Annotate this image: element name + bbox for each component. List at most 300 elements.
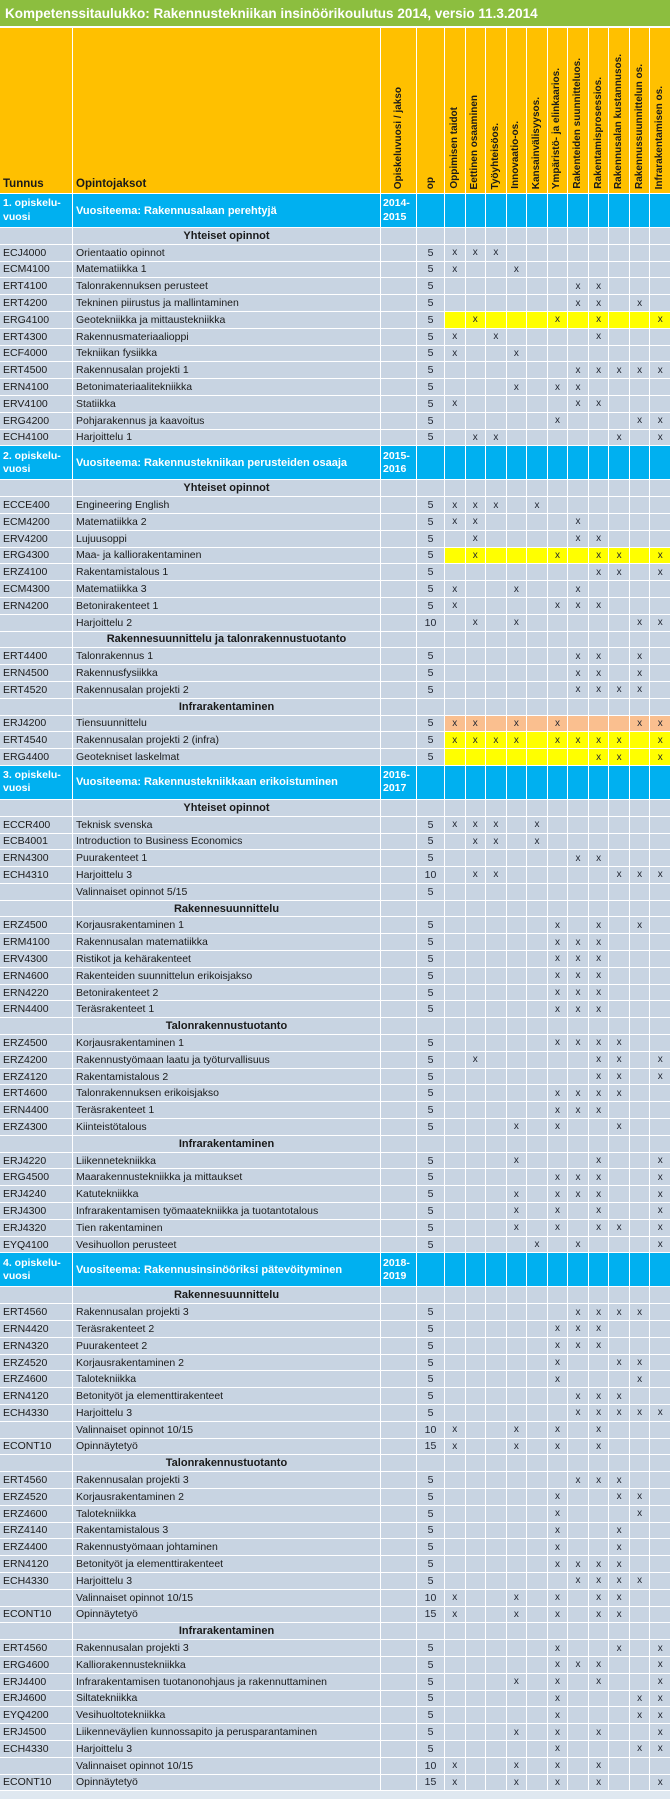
- mark-cell: [486, 346, 506, 362]
- mark-cell: [630, 1523, 650, 1539]
- mark-cell: [466, 884, 486, 900]
- mark-cell: [527, 1355, 547, 1371]
- tunnus-cell: [0, 1590, 72, 1606]
- mark-cell: [568, 1119, 588, 1135]
- section-row: [0, 1136, 670, 1152]
- vuosi-cell: [381, 1506, 416, 1522]
- name-cell: Tekninen piirustus ja mallintaminen: [73, 295, 380, 311]
- vuosi-cell: [381, 228, 416, 244]
- mark-cell: [445, 1338, 465, 1354]
- mark-cell: [486, 800, 506, 816]
- mark-cell: [486, 1623, 506, 1639]
- mark-cell: [650, 262, 670, 278]
- mark-cell: [507, 278, 527, 294]
- mark-cell: [609, 834, 629, 850]
- mark-cell: [548, 194, 568, 227]
- vuosi-cell: [381, 1489, 416, 1505]
- mark-cell: [507, 514, 527, 530]
- mark-cell: [507, 1556, 527, 1572]
- mark-cell: x: [568, 1035, 588, 1051]
- op-cell: 5: [417, 850, 444, 866]
- op-cell: 5: [417, 1573, 444, 1589]
- mark-cell: [486, 1102, 506, 1118]
- op-cell: 5: [417, 1489, 444, 1505]
- mark-cell: [609, 413, 629, 429]
- name-cell: Betonityöt ja elementtirakenteet: [73, 1556, 380, 1572]
- vuosi-cell: [381, 1674, 416, 1690]
- tunnus-cell: ECH4100: [0, 430, 72, 446]
- mark-cell: x: [630, 1304, 650, 1320]
- name-cell: Teräsrakenteet 2: [73, 1321, 380, 1337]
- mark-cell: [630, 514, 650, 530]
- mark-cell: x: [568, 1085, 588, 1101]
- name-cell: Rakennusalan projekti 2: [73, 682, 380, 698]
- mark-cell: [650, 531, 670, 547]
- mark-cell: [527, 699, 547, 715]
- mark-cell: [507, 1338, 527, 1354]
- mark-cell: [486, 1674, 506, 1690]
- mark-cell: [609, 1439, 629, 1455]
- mark-cell: [630, 1338, 650, 1354]
- col-header-competency-label: Työyhteisöos.: [489, 122, 501, 189]
- mark-cell: [548, 800, 568, 816]
- course-row: [0, 1220, 670, 1236]
- mark-cell: [548, 430, 568, 446]
- mark-cell: [609, 817, 629, 833]
- mark-cell: [568, 1136, 588, 1152]
- tunnus-cell: ERZ4500: [0, 917, 72, 933]
- vuosi-cell: 2014-2015: [381, 194, 416, 227]
- mark-cell: [630, 228, 650, 244]
- tunnus-cell: ERJ4600: [0, 1691, 72, 1707]
- mark-cell: x: [507, 262, 527, 278]
- mark-cell: [486, 1153, 506, 1169]
- mark-cell: [507, 1102, 527, 1118]
- section-row: [0, 1623, 670, 1639]
- mark-cell: [650, 598, 670, 614]
- op-cell: 5: [417, 379, 444, 395]
- col-header-competency-11: [650, 28, 670, 193]
- mark-cell: x: [486, 834, 506, 850]
- mark-cell: x: [650, 1186, 670, 1202]
- mark-cell: [466, 850, 486, 866]
- mark-cell: [548, 295, 568, 311]
- mark-cell: [466, 1741, 486, 1757]
- name-cell: Liikenneväylien kunnossapito ja perusparantaminen: [73, 1724, 380, 1740]
- name-cell: Harjoittelu 1: [73, 430, 380, 446]
- course-row: [0, 1338, 670, 1354]
- vuosi-cell: [381, 581, 416, 597]
- mark-cell: [568, 1355, 588, 1371]
- op-cell: 5: [417, 1169, 444, 1185]
- tunnus-cell: [0, 632, 72, 648]
- mark-cell: x: [609, 362, 629, 378]
- mark-cell: [466, 682, 486, 698]
- mark-cell: [650, 917, 670, 933]
- mark-cell: [609, 1169, 629, 1185]
- mark-cell: x: [445, 329, 465, 345]
- mark-cell: [507, 194, 527, 227]
- mark-cell: [486, 1523, 506, 1539]
- course-row: [0, 1001, 670, 1017]
- mark-cell: [589, 1539, 609, 1555]
- mark-cell: [630, 278, 650, 294]
- mark-cell: x: [548, 1506, 568, 1522]
- mark-cell: [527, 1001, 547, 1017]
- op-cell: 5: [417, 884, 444, 900]
- mark-cell: [466, 1338, 486, 1354]
- name-cell: Rakennusalan projekti 3: [73, 1472, 380, 1488]
- tunnus-cell: ECH4310: [0, 867, 72, 883]
- mark-cell: [466, 1556, 486, 1572]
- mark-cell: [486, 1136, 506, 1152]
- mark-cell: [507, 800, 527, 816]
- mark-cell: [466, 1674, 486, 1690]
- mark-cell: [630, 1455, 650, 1471]
- mark-cell: [568, 430, 588, 446]
- mark-cell: [589, 1119, 609, 1135]
- mark-cell: [527, 1203, 547, 1219]
- mark-cell: [445, 934, 465, 950]
- name-cell: Rakennesuunnittelu ja talonrakennustuotanto: [73, 632, 380, 648]
- mark-cell: [568, 1539, 588, 1555]
- mark-cell: [466, 446, 486, 479]
- mark-cell: [486, 194, 506, 227]
- mark-cell: x: [589, 951, 609, 967]
- tunnus-cell: 1. opiskelu-vuosi: [0, 194, 72, 227]
- mark-cell: [486, 917, 506, 933]
- mark-cell: [650, 1489, 670, 1505]
- mark-cell: x: [589, 1203, 609, 1219]
- mark-cell: [630, 1001, 650, 1017]
- mark-cell: [630, 632, 650, 648]
- course-row: [0, 1069, 670, 1085]
- mark-cell: x: [466, 430, 486, 446]
- mark-cell: [486, 1724, 506, 1740]
- mark-cell: [466, 1623, 486, 1639]
- name-cell: Rakennusalan matematiikka: [73, 934, 380, 950]
- course-row: [0, 1102, 670, 1118]
- mark-cell: [466, 1371, 486, 1387]
- tunnus-cell: ERV4100: [0, 396, 72, 412]
- mark-cell: [630, 548, 650, 564]
- mark-cell: x: [466, 312, 486, 328]
- mark-cell: [445, 1018, 465, 1034]
- mark-cell: [486, 1455, 506, 1471]
- mark-cell: [548, 1253, 568, 1286]
- mark-cell: [466, 1102, 486, 1118]
- mark-cell: [445, 362, 465, 378]
- mark-cell: [445, 1489, 465, 1505]
- name-cell: Geotekniikka ja mittaustekniikka: [73, 312, 380, 328]
- vuosi-cell: [381, 1523, 416, 1539]
- mark-cell: [445, 665, 465, 681]
- mark-cell: x: [548, 1001, 568, 1017]
- mark-cell: [527, 682, 547, 698]
- mark-cell: [609, 665, 629, 681]
- mark-cell: x: [548, 1674, 568, 1690]
- op-cell: 5: [417, 1674, 444, 1690]
- mark-cell: x: [507, 1607, 527, 1623]
- tunnus-cell: EYQ4100: [0, 1237, 72, 1253]
- mark-cell: [630, 1220, 650, 1236]
- year-row: [0, 194, 670, 227]
- mark-cell: x: [650, 1405, 670, 1421]
- mark-cell: [507, 362, 527, 378]
- op-cell: 5: [417, 1741, 444, 1757]
- mark-cell: [527, 951, 547, 967]
- mark-cell: [650, 497, 670, 513]
- mark-cell: [650, 379, 670, 395]
- course-row: [0, 1707, 670, 1723]
- mark-cell: [568, 1707, 588, 1723]
- mark-cell: [527, 648, 547, 664]
- mark-cell: [527, 1388, 547, 1404]
- mark-cell: [650, 665, 670, 681]
- mark-cell: [486, 699, 506, 715]
- mark-cell: x: [609, 1539, 629, 1555]
- op-cell: 5: [417, 312, 444, 328]
- mark-cell: [507, 917, 527, 933]
- mark-cell: [507, 749, 527, 765]
- mark-cell: [650, 1119, 670, 1135]
- mark-cell: x: [589, 1573, 609, 1589]
- tunnus-cell: ERN4120: [0, 1388, 72, 1404]
- mark-cell: [548, 564, 568, 580]
- mark-cell: [486, 548, 506, 564]
- op-cell: 15: [417, 1439, 444, 1455]
- mark-cell: [466, 1018, 486, 1034]
- mark-cell: [507, 1237, 527, 1253]
- mark-cell: x: [589, 985, 609, 1001]
- mark-cell: [466, 295, 486, 311]
- tunnus-cell: [0, 615, 72, 631]
- mark-cell: x: [445, 1422, 465, 1438]
- mark-cell: [527, 346, 547, 362]
- mark-cell: x: [568, 1388, 588, 1404]
- name-cell: Rakenteiden suunnittelun erikoisjakso: [73, 968, 380, 984]
- mark-cell: [445, 1069, 465, 1085]
- mark-cell: [589, 800, 609, 816]
- mark-cell: [466, 1119, 486, 1135]
- mark-cell: [466, 346, 486, 362]
- mark-cell: x: [589, 396, 609, 412]
- mark-cell: x: [486, 430, 506, 446]
- mark-cell: [589, 346, 609, 362]
- tunnus-cell: ERT4540: [0, 732, 72, 748]
- mark-cell: [548, 1287, 568, 1303]
- mark-cell: x: [568, 1001, 588, 1017]
- mark-cell: [609, 716, 629, 732]
- vuosi-cell: [381, 1018, 416, 1034]
- vuosi-cell: [381, 514, 416, 530]
- course-row: [0, 1539, 670, 1555]
- mark-cell: x: [609, 1590, 629, 1606]
- mark-cell: [630, 985, 650, 1001]
- mark-cell: [527, 312, 547, 328]
- mark-cell: [486, 884, 506, 900]
- mark-cell: [609, 346, 629, 362]
- mark-cell: [527, 430, 547, 446]
- mark-cell: [650, 1085, 670, 1101]
- mark-cell: [650, 1001, 670, 1017]
- mark-cell: [650, 800, 670, 816]
- mark-cell: [630, 598, 650, 614]
- mark-cell: [466, 1169, 486, 1185]
- mark-cell: [589, 699, 609, 715]
- mark-cell: x: [507, 1724, 527, 1740]
- name-cell: Opinnäytetyö: [73, 1607, 380, 1623]
- mark-cell: x: [568, 1338, 588, 1354]
- course-row: [0, 430, 670, 446]
- col-header-tunnus: Tunnus: [0, 28, 72, 193]
- course-row: [0, 1422, 670, 1438]
- mark-cell: x: [609, 1405, 629, 1421]
- mark-cell: [527, 917, 547, 933]
- mark-cell: x: [568, 1573, 588, 1589]
- tunnus-cell: ERG4200: [0, 413, 72, 429]
- mark-cell: [630, 1388, 650, 1404]
- mark-cell: [527, 1707, 547, 1723]
- mark-cell: x: [589, 1590, 609, 1606]
- mark-cell: [445, 1253, 465, 1286]
- name-cell: Yhteiset opinnot: [73, 800, 380, 816]
- mark-cell: [507, 1355, 527, 1371]
- mark-cell: [445, 1287, 465, 1303]
- mark-cell: [630, 800, 650, 816]
- mark-cell: [527, 262, 547, 278]
- mark-cell: [445, 1472, 465, 1488]
- mark-cell: [445, 548, 465, 564]
- mark-cell: [527, 1758, 547, 1774]
- tunnus-cell: ERZ4200: [0, 1052, 72, 1068]
- op-cell: 5: [417, 514, 444, 530]
- tunnus-cell: [0, 1287, 72, 1303]
- mark-cell: [589, 1018, 609, 1034]
- mark-cell: x: [589, 1607, 609, 1623]
- mark-cell: [486, 1590, 506, 1606]
- mark-cell: [445, 632, 465, 648]
- mark-cell: x: [548, 1758, 568, 1774]
- mark-cell: x: [466, 732, 486, 748]
- mark-cell: [507, 648, 527, 664]
- mark-cell: [466, 278, 486, 294]
- mark-cell: [650, 1253, 670, 1286]
- mark-cell: [445, 1707, 465, 1723]
- mark-cell: [466, 1455, 486, 1471]
- mark-cell: [507, 564, 527, 580]
- mark-cell: [507, 446, 527, 479]
- vuosi-cell: [381, 817, 416, 833]
- mark-cell: [527, 1069, 547, 1085]
- vuosi-cell: [381, 1237, 416, 1253]
- mark-cell: [650, 245, 670, 261]
- course-row: [0, 1321, 670, 1337]
- mark-cell: [445, 1741, 465, 1757]
- mark-cell: [466, 379, 486, 395]
- mark-cell: x: [650, 1203, 670, 1219]
- mark-cell: [630, 1321, 650, 1337]
- mark-cell: [486, 1388, 506, 1404]
- mark-cell: [548, 1237, 568, 1253]
- tunnus-cell: [0, 1758, 72, 1774]
- course-row: [0, 1355, 670, 1371]
- op-cell: 5: [417, 951, 444, 967]
- mark-cell: x: [589, 564, 609, 580]
- op-cell: 15: [417, 1775, 444, 1791]
- name-cell: Tiensuunnittelu: [73, 716, 380, 732]
- mark-cell: [650, 968, 670, 984]
- tunnus-cell: ERZ4520: [0, 1355, 72, 1371]
- course-row: [0, 1573, 670, 1589]
- op-cell: 5: [417, 396, 444, 412]
- mark-cell: [630, 430, 650, 446]
- mark-cell: [507, 884, 527, 900]
- mark-cell: [527, 716, 547, 732]
- mark-cell: x: [507, 1203, 527, 1219]
- op-cell: 5: [417, 581, 444, 597]
- name-cell: Valinnaiset opinnot 10/15: [73, 1590, 380, 1606]
- mark-cell: x: [445, 581, 465, 597]
- mark-cell: [527, 548, 547, 564]
- op-cell: 5: [417, 430, 444, 446]
- mark-cell: [466, 1590, 486, 1606]
- name-cell: Vuositeema: Rakennustekniikkaan erikoistuminen: [73, 766, 380, 799]
- mark-cell: [568, 548, 588, 564]
- course-row: [0, 1674, 670, 1690]
- mark-cell: [527, 1439, 547, 1455]
- mark-cell: [568, 1287, 588, 1303]
- op-cell: 5: [417, 648, 444, 664]
- vuosi-cell: [381, 278, 416, 294]
- mark-cell: [630, 312, 650, 328]
- mark-cell: [486, 1069, 506, 1085]
- mark-cell: [609, 1724, 629, 1740]
- op-cell: 5: [417, 531, 444, 547]
- mark-cell: [630, 699, 650, 715]
- mark-cell: [630, 1203, 650, 1219]
- mark-cell: [466, 632, 486, 648]
- mark-cell: [609, 514, 629, 530]
- mark-cell: [445, 800, 465, 816]
- op-cell: 5: [417, 1405, 444, 1421]
- col-header-competency-1: [445, 28, 465, 193]
- mark-cell: [568, 800, 588, 816]
- mark-cell: x: [630, 1573, 650, 1589]
- course-row: [0, 1186, 670, 1202]
- name-cell: Puurakenteet 1: [73, 850, 380, 866]
- name-cell: Rakennustyömaan johtaminen: [73, 1539, 380, 1555]
- mark-cell: [527, 1102, 547, 1118]
- mark-cell: [630, 951, 650, 967]
- name-cell: Puurakenteet 2: [73, 1338, 380, 1354]
- mark-cell: [568, 1724, 588, 1740]
- mark-cell: [650, 1371, 670, 1387]
- mark-cell: [445, 867, 465, 883]
- tunnus-cell: ERT4100: [0, 278, 72, 294]
- mark-cell: [650, 1338, 670, 1354]
- mark-cell: [609, 497, 629, 513]
- section-row: [0, 800, 670, 816]
- mark-cell: [466, 800, 486, 816]
- mark-cell: [568, 1439, 588, 1455]
- mark-cell: [650, 817, 670, 833]
- mark-cell: [466, 968, 486, 984]
- mark-cell: [527, 1691, 547, 1707]
- mark-cell: x: [568, 598, 588, 614]
- mark-cell: [486, 1052, 506, 1068]
- mark-cell: [466, 1439, 486, 1455]
